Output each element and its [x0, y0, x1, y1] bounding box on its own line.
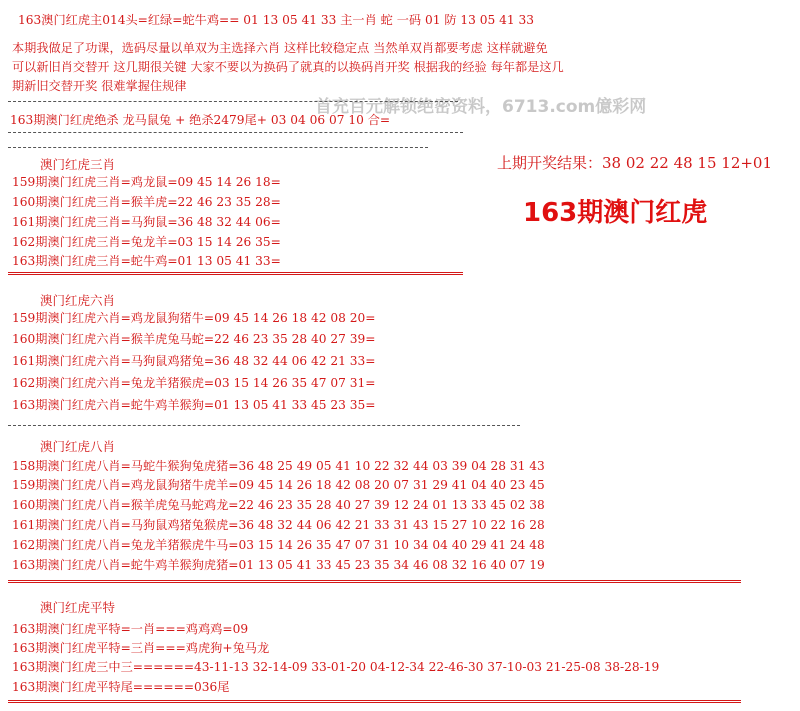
divider — [8, 101, 458, 102]
list-item: 162期澳门红虎八肖=兔龙羊猪猴虎牛马=03 15 14 26 35 47 07 31 10 34 04 40 29 41 24 48 — [12, 538, 545, 552]
intro-line: 期新旧交替开奖 很难掌握住规律 — [12, 79, 187, 93]
divider — [8, 272, 463, 275]
big-title: 163期澳门红虎 — [523, 198, 708, 228]
list-item: 162期澳门红虎三肖=兔龙羊=03 15 14 26 35= — [12, 235, 281, 249]
list-item: 162期澳门红虎六肖=兔龙羊猪猴虎=03 15 14 26 35 47 07 31= — [12, 376, 376, 390]
list-item: 161期澳门红虎八肖=马狗鼠鸡猪兔猴虎=36 48 32 44 06 42 21 33 31 43 15 27 10 22 16 28 — [12, 518, 545, 532]
list-item: 160期澳门红虎八肖=猴羊虎兔马蛇鸡龙=22 46 23 35 28 40 27 39 12 24 01 13 33 45 02 38 — [12, 498, 545, 512]
list-item: 159期澳门红虎六肖=鸡龙鼠狗猪牛=09 45 14 26 18 42 08 20= — [12, 311, 376, 325]
section-title-special: 澳门红虎平特 — [40, 600, 116, 615]
section-title-eight: 澳门红虎八肖 — [40, 439, 116, 454]
divider — [8, 147, 428, 148]
last-result: 上期开奖结果：38 02 22 48 15 12+01 — [497, 154, 773, 172]
list-item: 163期澳门红虎六肖=蛇牛鸡羊猴狗=01 13 05 41 33 45 23 35= — [12, 398, 376, 412]
list-item: 163期澳门红虎平特=三肖===鸡虎狗+兔马龙 — [12, 641, 270, 655]
divider — [8, 425, 520, 426]
list-item: 159期澳门红虎三肖=鸡龙鼠=09 45 14 26 18= — [12, 175, 281, 189]
intro-line: 可以新旧肖交替开 这几期很关键 大家不要以为换码了就真的以换码肖开奖 根据我的经验 每年都是这几 — [12, 60, 564, 74]
intro-line: 本期我做足了功课，选码尽量以单双为主选择六肖 这样比较稳定点 当然单双肖都要考虑 这样就避免 — [12, 41, 548, 55]
list-item: 163期澳门红虎八肖=蛇牛鸡羊猴狗虎猪=01 13 05 41 33 45 23 35 34 46 08 32 16 40 07 19 — [12, 558, 545, 572]
list-item: 158期澳门红虎八肖=马蛇牛猴狗兔虎猪=36 48 25 49 05 41 10 22 32 44 03 39 04 28 31 43 — [12, 459, 545, 473]
list-item: 163期澳门红虎平特=一肖===鸡鸡鸡=09 — [12, 622, 249, 636]
list-item: 161期澳门红虎三肖=马狗鼠=36 48 32 44 06= — [12, 215, 281, 229]
divider — [8, 132, 463, 133]
list-item: 161期澳门红虎六肖=马狗鼠鸡猪兔=36 48 32 44 06 42 21 33= — [12, 354, 376, 368]
list-item: 163期澳门红虎平特尾======036尾 — [12, 680, 230, 694]
kill-line: 163期澳门红虎绝杀 龙马鼠兔 + 绝杀2479尾+ 03 04 06 07 10 合= — [10, 113, 391, 127]
list-item: 160期澳门红虎三肖=猴羊虎=22 46 23 35 28= — [12, 195, 281, 209]
list-item: 159期澳门红虎八肖=鸡龙鼠狗猪牛虎羊=09 45 14 26 18 42 08 20 07 31 29 41 04 40 23 45 — [12, 478, 545, 492]
list-item: 163期澳门红虎三中三======43-11-13 32-14-09 33-01-20 04-12-34 22-46-30 37-10-03 21-25-08 38-28-19 — [12, 660, 660, 674]
section-title-six: 澳门红虎六肖 — [40, 293, 116, 308]
list-item: 160期澳门红虎六肖=猴羊虎兔马蛇=22 46 23 35 28 40 27 39= — [12, 332, 376, 346]
list-item: 163期澳门红虎三肖=蛇牛鸡=01 13 05 41 33= — [12, 254, 281, 268]
header-line: 163澳门红虎主014头=红绿=蛇牛鸡== 01 13 05 41 33 主一肖 蛇 一码 01 防 13 05 41 33 — [18, 13, 535, 27]
divider — [8, 580, 741, 583]
divider — [8, 700, 741, 703]
watermark: 首充百元解锁绝密资料，6713.com億彩网 — [315, 97, 647, 117]
section-title-three: 澳门红虎三肖 — [40, 157, 116, 172]
